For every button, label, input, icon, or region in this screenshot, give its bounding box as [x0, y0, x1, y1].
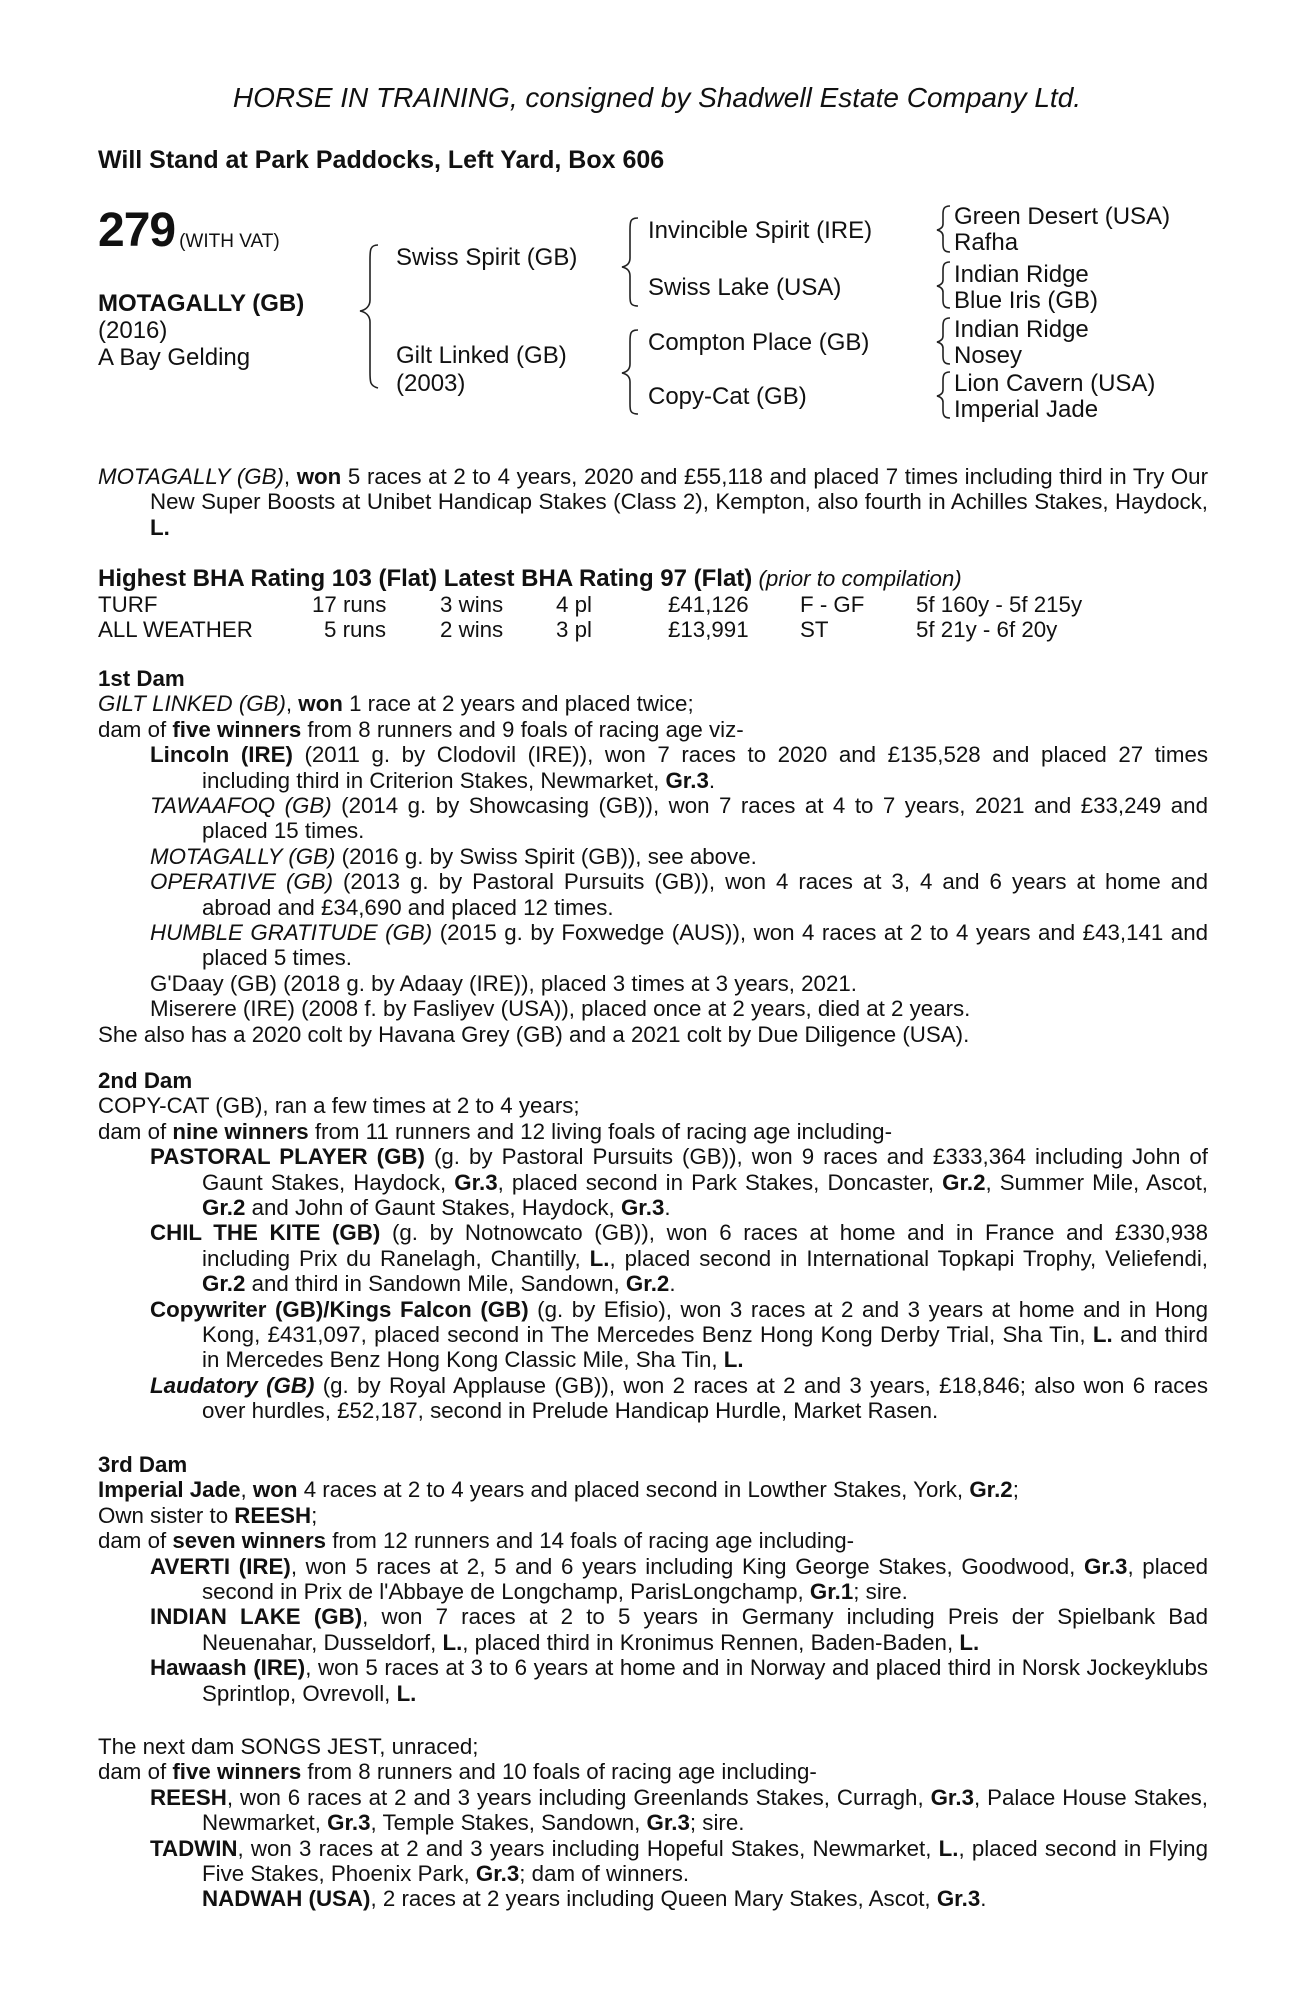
- progeny-name: CHIL THE KITE (GB): [150, 1220, 381, 1246]
- winners-count: nine winners: [172, 1118, 309, 1144]
- dam-of-text: dam of: [98, 1118, 173, 1144]
- pedigree-dsd: Nosey: [954, 342, 1023, 369]
- summary-grade: L.: [150, 514, 170, 540]
- summary-won: won: [296, 464, 342, 489]
- progeny-record: ; sire.: [853, 1579, 908, 1605]
- progeny-entry: [150, 1785, 1208, 1836]
- progeny-record: and third in Sandown Mile, Sandown,: [245, 1271, 626, 1297]
- progeny-name: AVERTI (IRE): [150, 1553, 291, 1579]
- progeny-name: Laudatory (GB): [150, 1372, 315, 1398]
- grade: Gr.2: [202, 1195, 246, 1221]
- ratings-title: Highest BHA Rating 103 (Flat) Latest BHA Rating 97 (Flat): [98, 565, 753, 592]
- winners-count: seven winners: [172, 1528, 327, 1554]
- first-dam-heading: 1st Dam: [98, 666, 185, 691]
- ratings-prize-money: £13,991: [668, 617, 749, 642]
- grade: Gr.3: [475, 1861, 520, 1887]
- horse-name: MOTAGALLY (GB): [98, 290, 305, 317]
- pedigree-sds: Indian Ridge: [954, 261, 1089, 288]
- ratings-wins: 3 wins: [440, 592, 504, 617]
- progeny-record: , won 5 races at 3 to 6 years at home and in Norway and placed third in Norsk Jockeyklubs Sprintlop, Ovrevoll,: [202, 1655, 1208, 1706]
- progeny-entry: [150, 1604, 1208, 1655]
- brace-gen1: [360, 245, 378, 388]
- sister-text: Own sister to: [98, 1502, 235, 1528]
- ratings-going: F - GF: [800, 592, 865, 617]
- dam-of-text: dam of: [98, 1528, 173, 1554]
- grade: L.: [959, 1629, 980, 1655]
- progeny-name: PASTORAL PLAYER (GB): [150, 1144, 425, 1170]
- grade: Gr.3: [327, 1810, 371, 1836]
- punctuation: ;: [1012, 1477, 1019, 1503]
- progeny-record: , Temple Stakes, Sandown,: [370, 1810, 647, 1836]
- grade: L.: [723, 1347, 744, 1373]
- progeny-record: , placed second in Park Stakes, Doncaster,: [497, 1169, 943, 1195]
- dam-of-text: dam of: [98, 716, 173, 742]
- grade: Gr.3: [936, 1886, 981, 1912]
- first-dam-section: [98, 666, 1208, 1047]
- consignment-header: HORSE IN TRAINING, consigned by Shadwell Estate Company Ltd.: [232, 82, 1082, 113]
- grade: Gr.3: [930, 1784, 974, 1810]
- ratings-runs: 5 runs: [324, 617, 386, 642]
- fourth-dam-line: The next dam SONGS JEST, unraced;: [98, 1734, 479, 1759]
- grade: L.: [1092, 1322, 1113, 1348]
- grade: Gr.3: [665, 767, 709, 793]
- second-dam-line: COPY-CAT (GB), ran a few times at 2 to 4 years;: [98, 1093, 580, 1119]
- grade: Gr.3: [454, 1169, 498, 1195]
- progeny-record: (2015 g. by Foxwedge (AUS)), won 4 races at 2 to 4 years and £43,141 and placed 5 times.: [202, 920, 1208, 971]
- pedigree-dam-year: (2003): [396, 370, 466, 397]
- brace-ds: [937, 318, 950, 364]
- sister-name: REESH: [234, 1502, 312, 1528]
- runners-text: from 8 runners and 9 foals of racing age viz-: [301, 716, 744, 742]
- grade: Gr.2: [942, 1169, 986, 1195]
- punctuation: ;: [311, 1502, 318, 1528]
- first-dam-name: GILT LINKED (GB): [98, 691, 286, 717]
- progeny-entry: [150, 1655, 1208, 1706]
- progeny-name: NADWAH (USA): [202, 1886, 371, 1912]
- progeny-record: , won 7 races at 2 to 5 years in Germany including Preis der Spielbank Bad Neuenahar, Dusseldorf,: [202, 1604, 1208, 1655]
- progeny-name: TAWAAFOQ (GB): [150, 793, 332, 819]
- pedigree-dam: Gilt Linked (GB): [396, 342, 567, 369]
- horse-description: A Bay Gelding: [98, 344, 251, 371]
- progeny-record: (g. by Pastoral Pursuits (GB)), won 9 races and £333,364 including John of Gaunt Stakes, Haydock,: [202, 1144, 1209, 1195]
- pedigree-dds: Lion Cavern (USA): [954, 370, 1156, 397]
- pedigree-dam-dam: Copy-Cat (GB): [648, 383, 807, 410]
- third-dam-won: won: [252, 1477, 298, 1503]
- progeny-name: MOTAGALLY (GB): [150, 843, 336, 869]
- progeny-entry: Miserere (IRE) (2008 f. by Fasliyev (USA)), placed once at 2 years, died at 2 years.: [150, 996, 971, 1022]
- brace-sd: [937, 262, 950, 308]
- second-dam-section: [98, 1068, 1208, 1424]
- progeny-record: , placed third in Kronimus Rennen, Baden-Baden,: [462, 1629, 960, 1655]
- progeny-record: , placed second in Flying Five Stakes, Phoenix Park,: [202, 1835, 1208, 1887]
- progeny-entry: NADWAH (USA), 2 races at 2 years including Queen Mary Stakes, Ascot, Gr.3.: [202, 1886, 987, 1912]
- winners-count: five winners: [172, 716, 302, 742]
- grade: Gr.2: [202, 1271, 246, 1297]
- progeny-name: INDIAN LAKE (GB): [150, 1604, 363, 1630]
- progeny-entry: [150, 920, 1208, 971]
- progeny-name: TADWIN: [150, 1835, 238, 1861]
- progeny-record: , placed second in Prix de l'Abbaye de Longchamp, ParisLongchamp,: [202, 1553, 1209, 1605]
- progeny-name: Hawaash (IRE): [150, 1655, 306, 1681]
- progeny-record: and third in Mercedes Benz Hong Kong Classic Mile, Sha Tin,: [202, 1322, 1209, 1373]
- brace-ss: [937, 206, 950, 252]
- ratings-runs: 17 runs: [312, 592, 387, 617]
- stand-location: Will Stand at Park Paddocks, Left Yard, Box 606: [98, 146, 665, 174]
- grade: Gr.2: [969, 1477, 1013, 1503]
- progeny-record: , Palace House Stakes, Newmarket,: [202, 1784, 1208, 1836]
- ratings-wins: 2 wins: [440, 617, 504, 642]
- progeny-record: , won 3 races at 2 and 3 years including Hopeful Stakes, Newmarket,: [237, 1835, 939, 1861]
- brace-sire: [622, 218, 638, 306]
- progeny-record: (2011 g. by Clodovil (IRE)), won 7 races to 2020 and £135,528 and placed 27 times including third in Criterion Stakes, Newmarket,: [202, 742, 1208, 793]
- pedigree-ssd: Rafha: [954, 229, 1019, 256]
- progeny-entry: CHIL THE KITE (GB) (g. by Notnowcato (GB)), won 6 races at home and in France and £330,938 including Prix du Ranelagh, Chantilly, L., placed second in International Topkapi Trophy, Veliefendi, Gr.2 and third in Sandown Mile, Sandown, Gr.2.: [150, 1220, 1208, 1297]
- progeny-record: ; sire.: [689, 1810, 745, 1836]
- third-dam-section: [98, 1452, 1208, 1706]
- summary-text: 5 races at 2 to 4 years, 2020 and £55,118 and placed 7 times including third in Try Our New Super Boosts at Unibet Handicap Stakes (Class 2), Kempton, also fourth in Achilles Stakes, Haydock,: [150, 464, 1209, 515]
- ratings-surface: TURF: [98, 592, 158, 617]
- pedigree-dss: Indian Ridge: [954, 316, 1089, 343]
- progeny-name: Copywriter (GB)/Kings Falcon (GB): [150, 1296, 529, 1322]
- progeny-record: , won 5 races at 2, 5 and 6 years including King George Stakes, Goodwood,: [290, 1553, 1085, 1579]
- progeny-entry: Lincoln (IRE) (2011 g. by Clodovil (IRE)), won 7 races to 2020 and £135,528 and placed 27 times including third in Criterion Stakes, Newmarket, Gr.3.: [150, 742, 1208, 793]
- progeny-record: (g. by Efisio), won 3 races at 2 and 3 years at home and in Hong Kong, £431,097, placed second in The Mercedes Benz Hong Kong Derby Trial, Sha Tin,: [202, 1296, 1209, 1348]
- grade: L.: [589, 1245, 610, 1271]
- progeny-name: HUMBLE GRATITUDE (GB): [150, 920, 433, 946]
- ratings-prize-money: £41,126: [668, 592, 749, 617]
- first-dam-note: She also has a 2020 colt by Havana Grey (GB) and a 2021 colt by Due Diligence (USA).: [98, 1021, 970, 1047]
- progeny-record: , Summer Mile, Ascot,: [985, 1169, 1208, 1195]
- progeny-entry: [150, 793, 1208, 844]
- first-dam-won: won: [298, 691, 343, 717]
- progeny-name: Lincoln (IRE): [150, 742, 293, 768]
- second-dam-heading: 2nd Dam: [98, 1068, 193, 1093]
- third-dam-record: 4 races at 2 to 4 years and placed second in Lowther Stakes, York,: [297, 1477, 970, 1503]
- progeny-entry: [150, 844, 1208, 869]
- grade: Gr.1: [809, 1579, 854, 1605]
- progeny-entry: [150, 1836, 1208, 1887]
- vat-note: (WITH VAT): [179, 230, 280, 252]
- progeny-record: and John of Gaunt Stakes, Haydock,: [245, 1195, 621, 1221]
- dam-of-text: dam of: [98, 1759, 173, 1785]
- separator: ,: [285, 691, 299, 717]
- ratings-going: ST: [800, 617, 829, 642]
- runners-text: from 11 runners and 12 living foals of racing age including-: [308, 1118, 893, 1144]
- grade: L.: [396, 1680, 417, 1706]
- progeny-record: , placed second in International Topkapi Trophy, Veliefendi,: [609, 1245, 1208, 1271]
- summary-horse-name: MOTAGALLY (GB): [98, 464, 284, 489]
- progeny-name: REESH: [150, 1784, 227, 1810]
- third-dam-heading: 3rd Dam: [98, 1452, 188, 1477]
- first-dam-record: 1 race at 2 years and placed twice;: [342, 691, 694, 717]
- fourth-dam-section: [98, 1734, 1208, 1912]
- progeny-entry: [150, 869, 1208, 920]
- progeny-record: (2016 g. by Swiss Spirit (GB)), see above.: [335, 843, 757, 869]
- race-summary: MOTAGALLY (GB), won 5 races at 2 to 4 years, 2020 and £55,118 and placed 7 times including third in Try Our New Super Boosts at Unibet Handicap Stakes (Class 2), Kempton, also fourth in Achilles Stakes, Haydock, L.: [98, 464, 1209, 540]
- ratings-distance: 5f 160y - 5f 215y: [916, 592, 1083, 617]
- grade: Gr.2: [625, 1271, 670, 1297]
- ratings-placed: 4 pl: [556, 592, 592, 617]
- ratings-block: [98, 566, 1208, 591]
- grade: L.: [442, 1629, 463, 1655]
- progeny-record: , won 6 races at 2 and 3 years including Greenlands Stakes, Curragh,: [226, 1784, 931, 1810]
- progeny-record: (g. by Royal Applause (GB)), won 2 races at 2 and 3 years, £18,846; also won 6 races over hurdles, £52,187, second in Prelude Handicap Hurdle, Market Rasen.: [202, 1372, 1208, 1424]
- grade: Gr.3: [1084, 1553, 1128, 1579]
- pedigree-sire-dam: Swiss Lake (USA): [648, 274, 842, 301]
- progeny-entry: [150, 1554, 1208, 1605]
- progeny-entry: [150, 1297, 1208, 1373]
- runners-text: from 8 runners and 10 foals of racing age including-: [301, 1759, 817, 1785]
- ratings-note: (prior to compilation): [758, 566, 962, 591]
- pedigree-sire: Swiss Spirit (GB): [396, 244, 578, 271]
- brace-dd: [937, 372, 950, 418]
- third-dam-name: Imperial Jade: [98, 1477, 241, 1503]
- ratings-placed: 3 pl: [556, 617, 592, 642]
- progeny-record: , 2 races at 2 years including Queen Mary Stakes, Ascot,: [370, 1886, 937, 1912]
- lot-number: 279: [98, 204, 176, 257]
- progeny-entry: [150, 1373, 1208, 1424]
- runners-text: from 12 runners and 14 foals of racing age including-: [326, 1528, 855, 1554]
- progeny-entry: G'Daay (GB) (2018 g. by Adaay (IRE)), placed 3 times at 3 years, 2021.: [150, 970, 857, 996]
- winners-count: five winners: [172, 1759, 302, 1785]
- grade: Gr.3: [620, 1195, 665, 1221]
- ratings-surface: ALL WEATHER: [98, 617, 253, 642]
- progeny-record: (g. by Notnowcato (GB)), won 6 races at home and in France and £330,938 including Prix du Ranelagh, Chantilly,: [202, 1220, 1208, 1271]
- progeny-name: OPERATIVE (GB): [150, 869, 334, 895]
- ratings-distance: 5f 21y - 6f 20y: [916, 617, 1058, 642]
- pedigree-sss: Green Desert (USA): [954, 203, 1171, 230]
- pedigree-sdd: Blue Iris (GB): [954, 287, 1099, 314]
- horse-year: (2016): [98, 317, 168, 344]
- progeny-record: ; dam of winners.: [519, 1861, 690, 1887]
- pedigree-ddd: Imperial Jade: [954, 396, 1099, 423]
- separator: ,: [240, 1477, 253, 1503]
- brace-dam: [622, 330, 638, 414]
- progeny-entry: PASTORAL PLAYER (GB) (g. by Pastoral Pursuits (GB)), won 9 races and £333,364 including John of Gaunt Stakes, Haydock, Gr.3, placed second in Park Stakes, Doncaster, Gr.2, Summer Mile, Ascot, Gr.2 and John of Gaunt Stakes, Haydock, Gr.3.: [150, 1144, 1209, 1221]
- progeny-record: (2013 g. by Pastoral Pursuits (GB)), won 4 races at 3, 4 and 6 years at home and abroad and £34,690 and placed 12 times.: [202, 869, 1208, 920]
- pedigree-dam-sire: Compton Place (GB): [648, 329, 870, 356]
- pedigree-sire-sire: Invincible Spirit (IRE): [648, 217, 873, 244]
- progeny-record: (2014 g. by Showcasing (GB)), won 7 races at 4 to 7 years, 2021 and £33,249 and placed 15 times.: [202, 793, 1208, 844]
- grade: Gr.3: [646, 1810, 690, 1836]
- grade: L.: [938, 1835, 959, 1861]
